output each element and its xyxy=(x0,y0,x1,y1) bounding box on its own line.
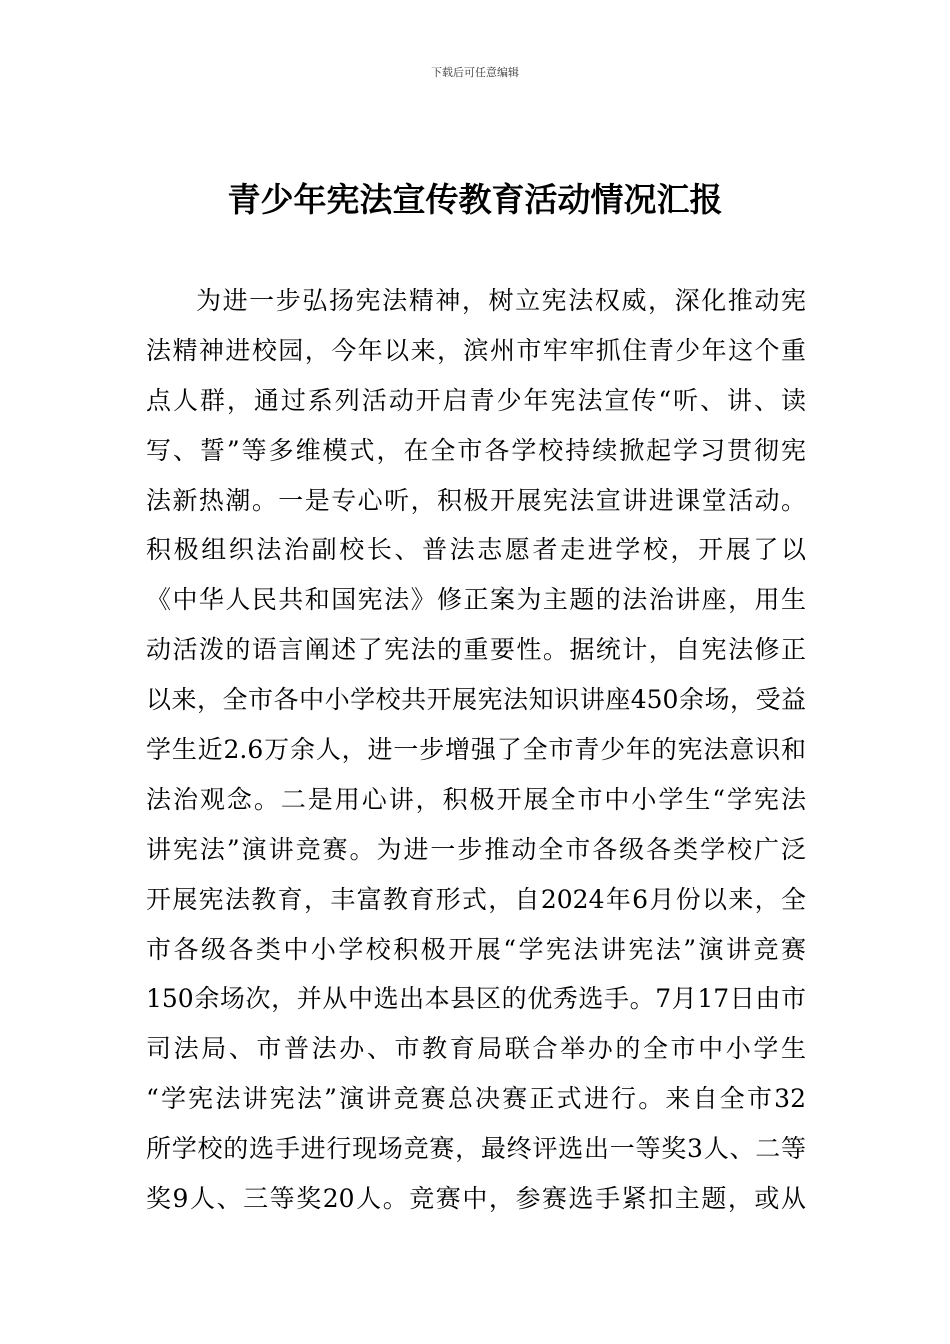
body-paragraph xyxy=(146,281,806,1229)
paragraph-line: 法治观念。二是用心讲，积极开展全市中小学生“学宪法 xyxy=(146,784,806,814)
paragraph-line: 写、誓”等多维模式，在全市各学校持续掀起学习贯彻宪 xyxy=(146,435,806,465)
paragraph-line: 所学校的选手进行现场竞赛，最终评选出一等奖3人、二等 xyxy=(146,1134,806,1164)
paragraph-line: 开展宪法教育，丰富教育形式，自2024年6月份以来，全 xyxy=(146,884,806,914)
paragraph-line: 150余场次，并从中选出本县区的优秀选手。7月17日由市 xyxy=(146,984,806,1014)
paragraph-line: 为进一步弘扬宪法精神，树立宪法权威，深化推动宪 xyxy=(196,286,806,315)
paragraph-line: 市各级各类中小学校积极开展“学宪法讲宪法”演讲竞赛 xyxy=(146,934,806,964)
paragraph-line: 以来，全市各中小学校共开展宪法知识讲座450余场，受益 xyxy=(146,685,806,715)
paragraph-line: 法精神进校园，今年以来，滨州市牢牢抓住青少年这个重 xyxy=(146,335,806,365)
paragraph-line: 点人群，通过系列活动开启青少年宪法宣传“听、讲、读 xyxy=(146,385,806,415)
paragraph-line: 动活泼的语言阐述了宪法的重要性。据统计，自宪法修正 xyxy=(146,635,806,665)
paragraph-line: 讲宪法”演讲竞赛。为进一步推动全市各级各类学校广泛 xyxy=(146,834,806,864)
paragraph-line: 奖9人、三等奖20人。竞赛中，参赛选手紧扣主题，或从 xyxy=(146,1184,806,1214)
paragraph-line: 学生近2.6万余人，进一步增强了全市青少年的宪法意识和 xyxy=(146,735,806,765)
paragraph-line: 司法局、市普法办、市教育局联合举办的全市中小学生 xyxy=(146,1034,806,1064)
header-note: 下载后可任意编辑 xyxy=(431,66,519,79)
paragraph-line: 法新热潮。一是专心听，积极开展宪法宣讲进课堂活动。 xyxy=(146,485,806,515)
paragraph-line: “学宪法讲宪法”演讲竞赛总决赛正式进行。来自全市32 xyxy=(146,1084,806,1114)
document-title: 青少年宪法宣传教育活动情况汇报 xyxy=(227,180,723,219)
paragraph-line: 《中华人民共和国宪法》修正案为主题的法治讲座，用生 xyxy=(146,585,806,615)
paragraph-line: 积极组织法治副校长、普法志愿者走进学校，开展了以 xyxy=(146,535,806,565)
